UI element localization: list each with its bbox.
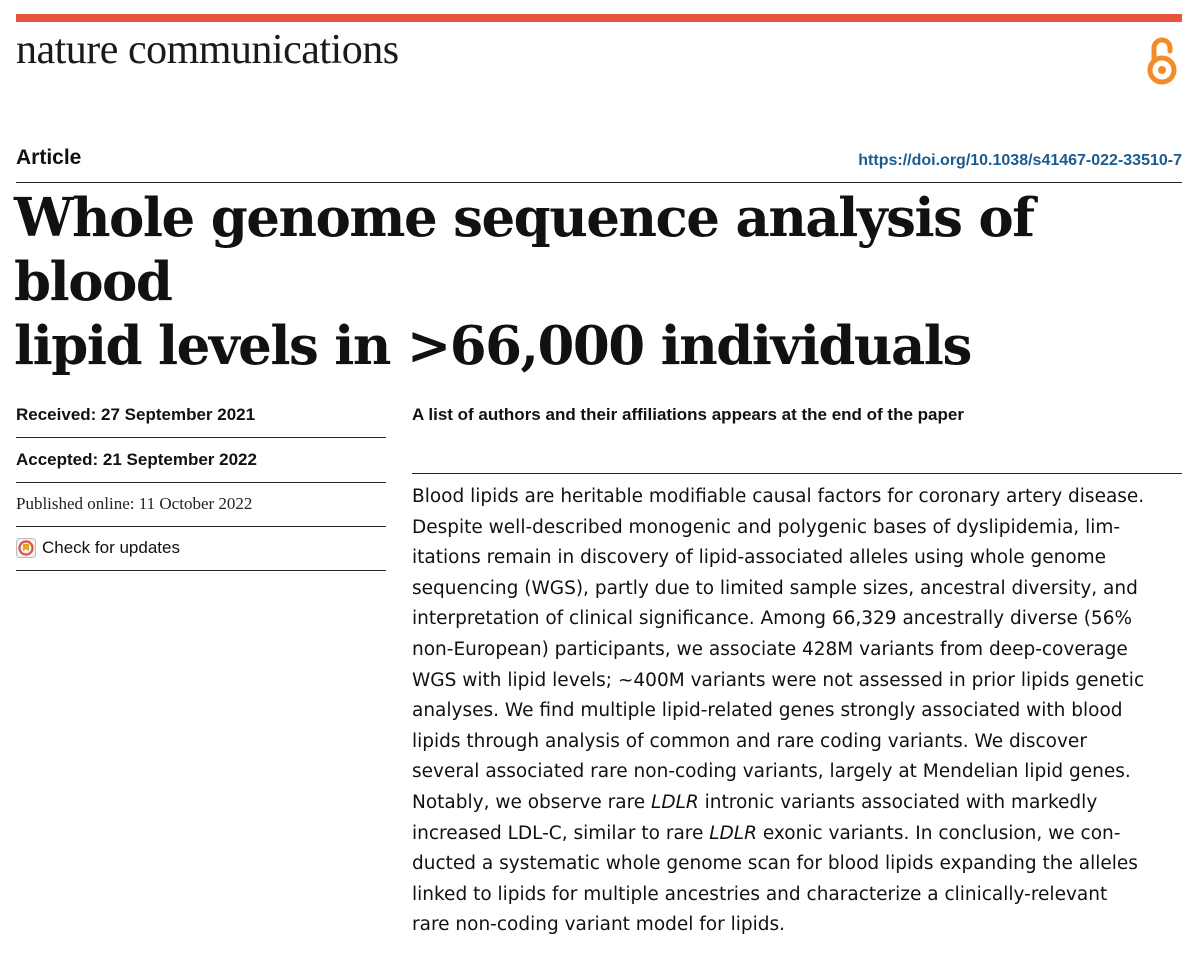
doi-link[interactable]: https://doi.org/10.1038/s41467-022-33510-7 [858, 152, 1182, 169]
abstract [412, 482, 1182, 941]
gene-name-ldlr: LDLR [709, 822, 757, 844]
authors-note: A list of authors and their affiliations appears at the end of the paper [412, 405, 964, 424]
meta-divider [16, 437, 386, 438]
title-line-1: Whole genome sequence analysis of blood [14, 187, 1034, 313]
paper-title [14, 186, 1174, 378]
meta-divider [16, 482, 386, 483]
abstract-line: sequencing (WGS), partly due to limited sample sizes, ancestral diversity, and [412, 577, 1138, 599]
abstract-line: interpretation of clinical significance. Among 66,329 ancestrally diverse (56% [412, 608, 1133, 630]
received-date: Received: 27 September 2021 [16, 405, 256, 424]
gene-name-ldlr: LDLR [651, 791, 699, 813]
abstract-line: lipids through analysis of common and rare coding variants. We discover [412, 730, 1087, 752]
check-updates-icon [16, 538, 36, 558]
abstract-line [412, 788, 1182, 819]
abstract-line: linked to lipids for multiple ancestries and characterize a clinically-relevant [412, 883, 1108, 905]
abstract-line: analyses. We find multiple lipid-related genes strongly associated with blood [412, 700, 1123, 722]
abstract-line: rare non-coding variant model for lipids. [412, 914, 786, 936]
abstract-line: several associated rare non-coding variants, largely at Mendelian lipid genes. [412, 761, 1131, 783]
meta-divider [16, 526, 386, 527]
abstract-line [412, 819, 1182, 850]
header-divider [16, 182, 1182, 183]
published-date: Published online: 11 October 2022 [16, 494, 253, 513]
meta-divider [16, 570, 386, 571]
check-for-updates-button[interactable] [16, 538, 180, 558]
abstract-text: exonic variants. In conclusion, we con- [756, 822, 1121, 844]
article-type-label: Article [16, 146, 82, 169]
abstract-text: Notably, we observe rare [412, 791, 652, 813]
open-access-icon[interactable] [1142, 34, 1182, 86]
check-updates-label: Check for updates [42, 538, 180, 557]
abstract-line: ducted a systematic whole genome scan for blood lipids expanding the alleles [412, 853, 1138, 875]
abstract-line: Blood lipids are heritable modifiable causal factors for coronary artery disease. [412, 486, 1145, 507]
journal-accent-bar [16, 14, 1182, 22]
abstract-line: Despite well-described monogenic and polygenic bases of dyslipidemia, lim- [412, 516, 1121, 538]
accepted-date: Accepted: 21 September 2022 [16, 450, 257, 469]
abstract-text: intronic variants associated with markedly [698, 791, 1098, 813]
journal-name: nature communications [16, 27, 399, 73]
abstract-line: itations remain in discovery of lipid-associated alleles using whole genome [412, 547, 1107, 569]
abstract-text: increased LDL-C, similar to rare [412, 822, 710, 844]
title-line-2: lipid levels in >66,000 individuals [14, 315, 971, 377]
abstract-line: WGS with lipid levels; ~400M variants were not assessed in prior lipids genetic [412, 669, 1145, 691]
abstract-line: non-European) participants, we associate 428M variants from deep-coverage [412, 638, 1128, 660]
abstract-divider [412, 473, 1182, 474]
